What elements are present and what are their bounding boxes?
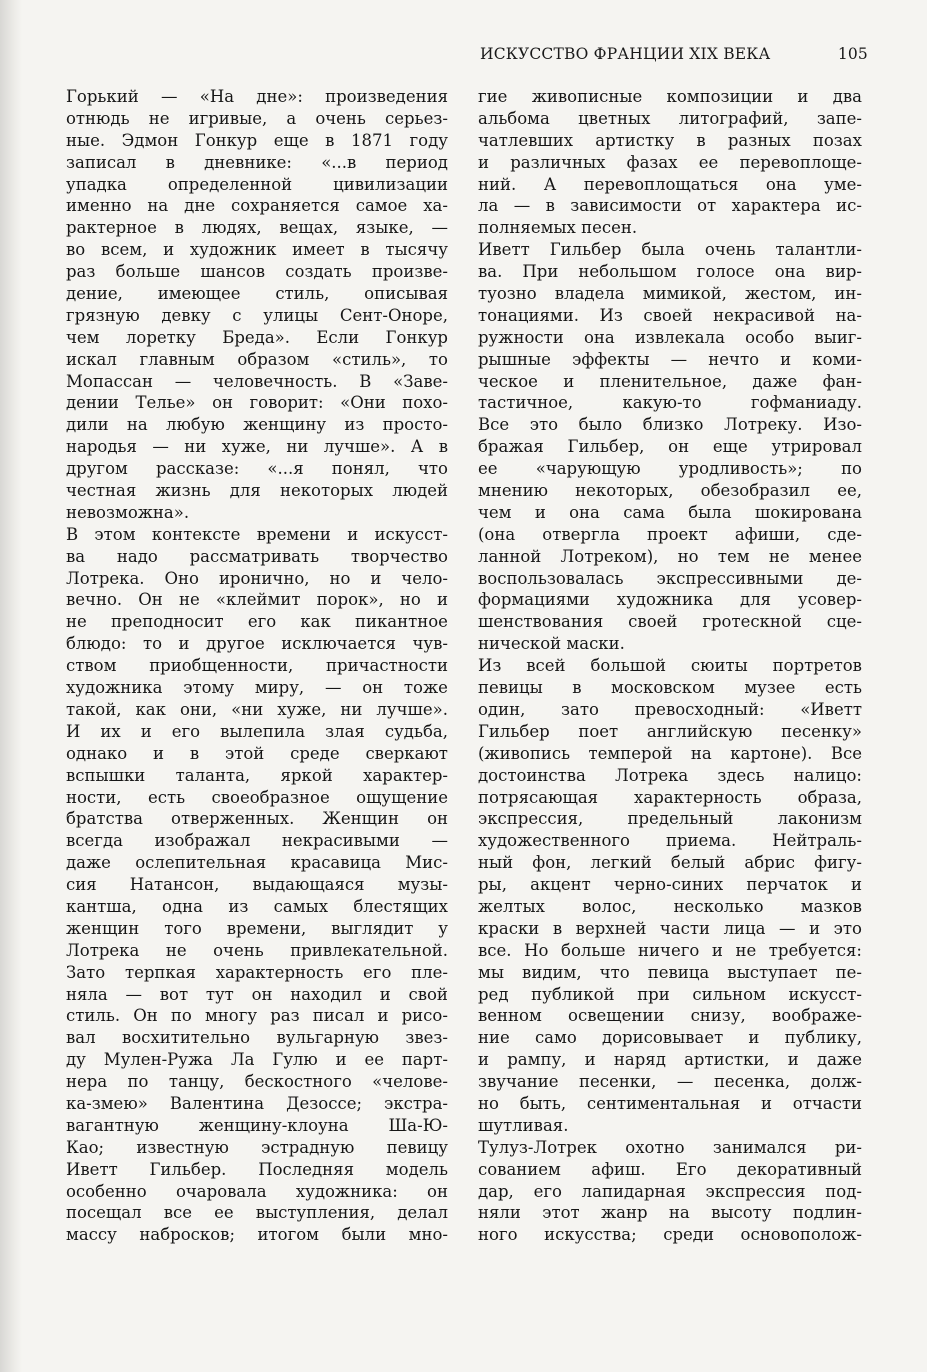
text-line: желтых волос, несколько мазков (478, 896, 862, 916)
text-line: формациями художника для усовер- (478, 590, 862, 610)
text-line: достоинства Лотрека здесь налицо: (478, 765, 862, 785)
text-column-left (66, 86, 448, 1246)
text-line: мнению некоторых, обезобразил ее, (478, 481, 862, 501)
text-line: ние само дорисовывает и публику, (478, 1028, 862, 1048)
text-line: нической маски. (478, 634, 625, 654)
text-line: грязную девку с улицы Сент-Оноре, (66, 305, 448, 325)
text-column-right (478, 86, 862, 1246)
text-line: ный фон, легкий белый абрис фигу- (478, 853, 862, 873)
text-line: рышные эффекты — нечто и коми- (478, 349, 862, 369)
text-line: краски в верхней части лица — и это (478, 918, 862, 938)
text-line: посещал все ее выступления, делал (66, 1203, 448, 1223)
text-line: шенствования своей гротескной сце- (478, 612, 862, 632)
text-line: дении Телье» он говорит: «Они похо- (66, 393, 448, 413)
page-binding-shadow (0, 0, 22, 1372)
text-line: ные. Эдмон Гонкур еще в 1871 году (66, 130, 448, 150)
text-line: другом рассказе: «...я понял, что (66, 459, 448, 479)
text-line: Горький — «На дне»: произведения (66, 87, 448, 106)
text-line: ее «чарующую уродливость»; по (478, 459, 862, 479)
text-line: даже ослепительная красавица Мис- (66, 853, 448, 873)
text-line: И их и его вылепила злая судьба, (66, 721, 448, 741)
page-number: 105 (837, 45, 868, 63)
text-line: ка-змею» Валентина Дезоссе; экстра- (66, 1093, 448, 1113)
text-line: Все это было близко Лотреку. Изо- (478, 415, 862, 435)
text-line: бражая Гильбер, он еще утрировал (478, 437, 862, 457)
text-line: упадка определенной цивилизации (66, 174, 448, 194)
text-line: Зато терпкая характерность его пле- (66, 962, 448, 982)
text-line: полняемых песен. (478, 218, 638, 238)
text-line: дение, имеющее стиль, описывая (66, 284, 448, 304)
text-line: чем и она сама была шокирована (478, 502, 862, 522)
text-line: честная жизнь для некоторых людей (66, 481, 448, 501)
text-line: все. Но больше ничего и не требуется: (478, 940, 862, 960)
text-line: Тулуз-Лотрек охотно занимался ри- (478, 1137, 862, 1157)
text-line: Као; известную эстрадную певицу (66, 1137, 448, 1157)
text-line: певицы в московском музее есть (478, 678, 862, 698)
text-line: вагантную женщину-клоуна Ша-Ю- (66, 1115, 448, 1135)
text-line: художественного приема. Нейтраль- (478, 831, 862, 851)
text-line: В этом контексте времени и искусст- (66, 524, 448, 544)
text-line: стиль. Он по многу раз писал и рисо- (66, 1006, 448, 1026)
text-line: невозможна». (66, 502, 190, 522)
text-line: (живопись темперой на картоне). Все (478, 743, 862, 763)
text-line: вал восхитительно вульгарную звез- (66, 1028, 448, 1048)
text-line: Лотрека. Оно иронично, но и чело- (66, 568, 448, 588)
text-line: дили на любую женщину из просто- (66, 415, 448, 435)
text-line: массу набросков; итогом были мно- (66, 1225, 448, 1245)
text-line: нера по танцу, бескостного «челове- (66, 1072, 448, 1092)
text-line: потрясающая характерность образа, (478, 787, 862, 807)
text-line: ла — в зависимости от характера ис- (478, 196, 862, 216)
text-line: один, зато превосходный: «Иветт (478, 699, 862, 719)
text-line: чем лоретку Бреда». Если Гонкур (66, 327, 448, 347)
text-line: шутливая. (478, 1115, 569, 1135)
text-line: такой, как они, «ни хуже, ни лучше». (66, 699, 448, 719)
text-line: гие живописные композиции и два (478, 87, 862, 106)
running-head-title: ИСКУССТВО ФРАНЦИИ XIX ВЕКА (480, 45, 771, 63)
text-line: Мопассан — человечность. В «Заве- (66, 371, 448, 391)
text-line: ружности она извлекала особо выиг- (478, 327, 862, 347)
text-line: тонациями. Из своей некрасивой на- (478, 305, 862, 325)
text-line: ством приобщенности, причастности (66, 656, 448, 676)
text-line: ры, акцент черно-синих перчаток и (478, 875, 862, 895)
text-line: ного искусства; среди основополож- (478, 1225, 862, 1245)
text-line: (она отвергла проект афиши, сде- (478, 524, 862, 544)
text-line: Гильбер поет английскую песенку» (478, 721, 862, 741)
text-line: венном освещении снизу, воображе- (478, 1006, 862, 1026)
text-line: няла — вот тут он находил и свой (66, 984, 448, 1004)
text-line: ческое и пленительное, даже фан- (478, 371, 862, 391)
text-line: Иветт Гильбер. Последняя модель (66, 1159, 448, 1179)
text-line: искал главным образом «стиль», то (66, 349, 448, 369)
text-line: звучание песенки, — песенка, долж- (478, 1072, 862, 1092)
text-line: и рампу, и наряд артистки, и даже (478, 1050, 862, 1070)
text-line: сия Натансон, выдающаяся музы- (66, 875, 448, 895)
text-line: ности, есть своеобразное ощущение (66, 787, 448, 807)
text-line: народья — ни хуже, ни лучше». А в (66, 437, 448, 457)
text-line: кантша, одна из самых блестящих (66, 896, 448, 916)
text-line: записал в дневнике: «...в период (66, 152, 448, 172)
text-line: Лотрека не очень привлекательной. (66, 940, 448, 960)
text-line: вечно. Он не «клеймит порок», но и (66, 590, 448, 610)
text-line: экспрессия, предельный лаконизм (478, 809, 862, 829)
text-line: сованием афиш. Его декоративный (478, 1159, 862, 1179)
text-line: блюдо: то и другое исключается чув- (66, 634, 448, 654)
text-line: ред публикой при сильном искусст- (478, 984, 862, 1004)
text-line: отнюдь не игривые, а очень серьез- (66, 108, 448, 128)
text-line: однако и в этой среде сверкают (66, 743, 448, 763)
text-line: чатлевших артистку в разных позах (478, 130, 862, 150)
running-head (470, 45, 868, 67)
text-line: во всем, и художник имеет в тысячу (66, 240, 448, 260)
text-line: всегда изображал некрасивыми — (66, 831, 448, 851)
text-line: но быть, сентиментальная и отчасти (478, 1093, 862, 1113)
text-line: дар, его лапидарная экспрессия под- (478, 1181, 862, 1201)
text-line: туозно владела мимикой, жестом, ин- (478, 284, 862, 304)
text-line: раз больше шансов создать произве- (66, 262, 448, 282)
text-line: ду Мулен-Ружа Ла Гулю и ее парт- (66, 1050, 448, 1070)
text-line: Иветт Гильбер была очень талантли- (478, 240, 862, 260)
text-line: тастичное, какую-то гофманиаду. (478, 393, 862, 413)
text-line: и различных фазах ее перевоплоще- (478, 152, 862, 172)
text-line: именно на дне сохраняется самое ха- (66, 196, 448, 216)
text-line: братства отверженных. Женщин он (66, 809, 448, 829)
text-line: особенно очаровала художника: он (66, 1181, 448, 1201)
text-line: женщин того времени, выглядит у (66, 918, 448, 938)
text-line: ва надо рассматривать творчество (66, 546, 448, 566)
text-line: рактерное в людях, вещах, языке, — (66, 218, 448, 238)
text-line: няли этот жанр на высоту подлин- (478, 1203, 862, 1223)
text-line: ний. А перевоплощаться она уме- (478, 174, 862, 194)
text-line: Из всей большой сюиты портретов (478, 656, 862, 676)
text-line: альбома цветных литографий, запе- (478, 108, 862, 128)
text-line: мы видим, что певица выступает пе- (478, 962, 862, 982)
text-line: художника этому миру, — он тоже (66, 678, 448, 698)
text-line: воспользовалась экспрессивными де- (478, 568, 862, 588)
text-line: не преподносит его как пикантное (66, 612, 448, 632)
text-line: ланной Лотреком), но тем не менее (478, 546, 862, 566)
text-line: вспышки таланта, яркой характер- (66, 765, 448, 785)
text-line: ва. При небольшом голосе она вир- (478, 262, 862, 282)
